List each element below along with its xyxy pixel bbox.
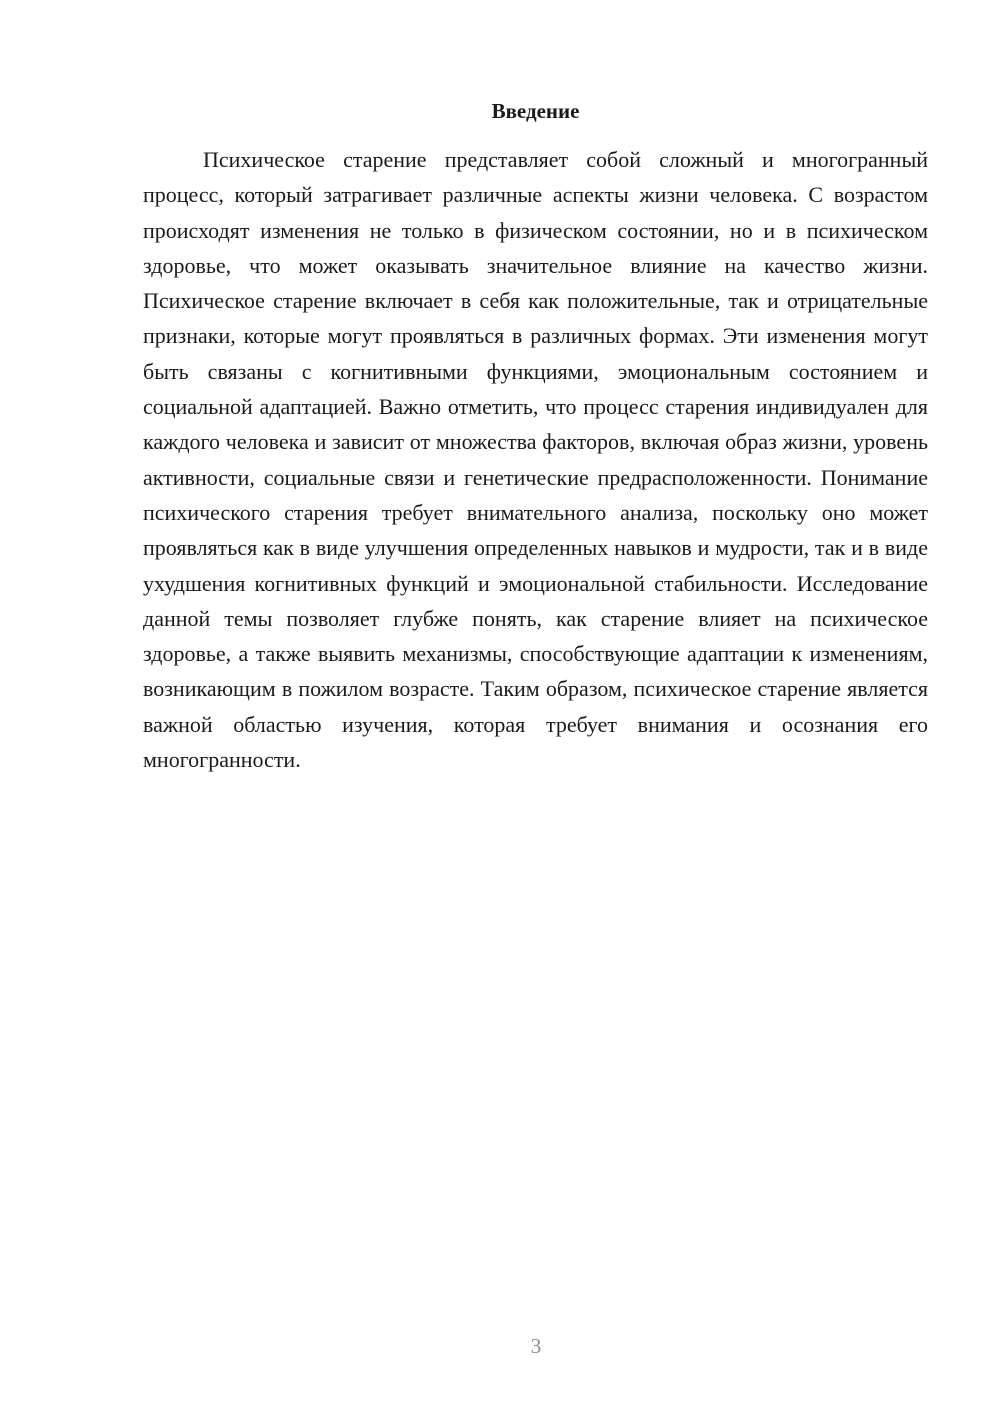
page-number: 3 <box>530 1334 542 1358</box>
body-paragraph: Психическое старение представляет собой сложный и многогранный процесс, который затрагивает различные аспекты жизни человека. С возрастом происходят изменения не только в физическом состоянии, но и в психическом здоровье, что может оказывать значительное влияние на качество жизни. Психическое старение включает в себя как положительные, так и отрицательные признаки, которые могут проявляться в различных формах. Эти изменения могут быть связаны с когнитивными функциями, эмоциональным состоянием и социальной адаптацией. Важно отметить, что процесс старения индивидуален для каждого человека и зависит от множества факторов, включая образ жизни, уровень активности, социальные связи и генетические предрасположенности. Понимание психического старения требует внимательного анализа, поскольку оно может проявляться как в виде улучшения определенных навыков и мудрости, так и в виде ухудшения когнитивных функций и эмоциональной стабильности. Исследование данной темы позволяет глубже понять, как старение влияет на психическое здоровье, а также выявить механизмы, способствующие адаптации к изменениям, возникающим в пожилом возрасте. Таким образом, психическое старение является важной областью изучения, которая требует внимания и осознания его многогранности. <box>143 147 928 773</box>
section-heading: Введение <box>491 99 580 123</box>
